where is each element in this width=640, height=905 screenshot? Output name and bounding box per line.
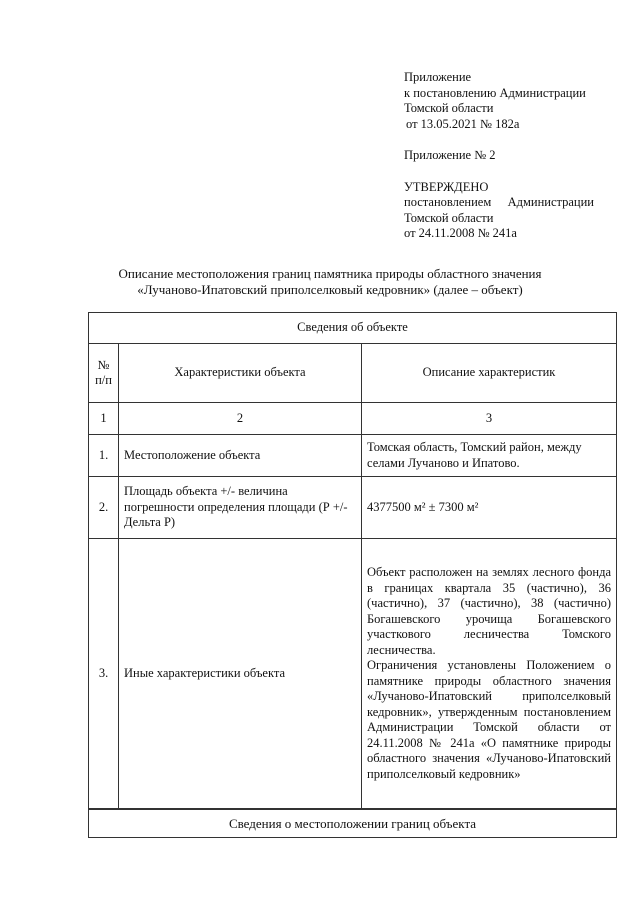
row-number: 2. <box>89 477 119 539</box>
approved-label: УТВЕРЖДЕНО <box>404 179 489 194</box>
table-row <box>89 539 617 809</box>
table-caption: Сведения об объекте <box>89 313 617 344</box>
row-number: 1. <box>89 435 119 477</box>
header-number: № п/п <box>89 344 119 403</box>
row-characteristic: Площадь объекта +/- величина погрешности определения площади (Р +/- Дельта Р) <box>119 477 362 539</box>
appendix-line: Томской области <box>404 101 494 115</box>
table-row <box>89 477 617 539</box>
row-description: 4377500 м² ± 7300 м² <box>362 477 617 539</box>
column-number-1: 1 <box>89 403 119 435</box>
approved-by-word-2: Администрации <box>507 195 594 209</box>
row-characteristic: Местоположение объекта <box>119 435 362 477</box>
approved-date: от 24.11.2008 № 241а <box>404 226 517 240</box>
row-description-paragraph-2: Ограничения установлены Положением о памятнике природы областного значения «Лучаново-Ипатовский приполселковый кедровник», утвержденным постановлением Администрации Томской области от 24.11.2008 № 241а «О памятнике природы областного значения «Лучаново-Ипатовский приполселковый кедровник» <box>367 658 611 781</box>
row-characteristic: Иные характеристики объекта <box>119 539 362 809</box>
row-description-paragraph-1: Объект расположен на землях лесного фонда в границах квартала 35 (частично), 36 (частично), 37 (частично), 38 (частично) Богашевского урочища Богашевского участкового лесничества Томского лесничества. <box>367 565 611 657</box>
appendix-header <box>404 70 604 242</box>
table-row <box>89 435 617 477</box>
title-line-1: Описание местоположения границ памятника природы областного значения <box>118 266 542 281</box>
row-description: Томская область, Томский район, между селами Лучаново и Ипатово. <box>362 435 617 477</box>
title-line-2: «Лучаново-Ипатовский приполселковый кедровник» (далее – объект) <box>137 282 523 297</box>
header-characteristic: Характеристики объекта <box>119 344 362 403</box>
appendix-line: Приложение <box>404 70 472 84</box>
boundary-section-heading: Сведения о местоположении границ объекта <box>88 809 617 838</box>
document-title <box>70 266 590 298</box>
row-description <box>362 539 617 809</box>
approved-region: Томской области <box>404 210 494 225</box>
header-description: Описание характеристик <box>362 344 617 403</box>
approved-by <box>404 195 594 211</box>
appendix-line: к постановлению Администрации <box>404 85 586 100</box>
column-number-2: 2 <box>119 403 362 435</box>
object-info-table <box>88 312 617 809</box>
column-number-3: 3 <box>362 403 617 435</box>
approved-by-word-1: постановлением <box>404 195 492 209</box>
appendix-number: Приложение № 2 <box>404 148 496 162</box>
row-number: 3. <box>89 539 119 809</box>
appendix-line: от 13.05.2021 № 182а <box>406 116 520 131</box>
